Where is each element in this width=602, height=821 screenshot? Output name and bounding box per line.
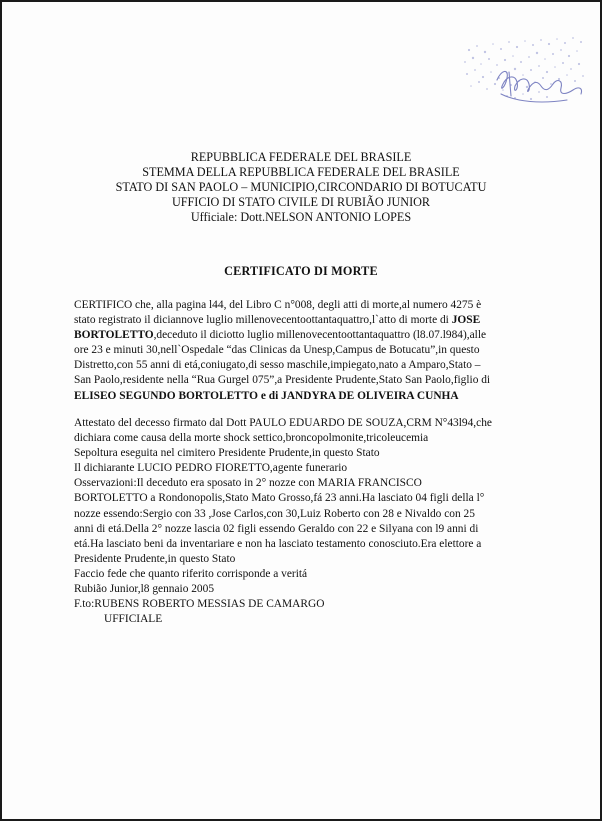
- signatory-role: UFFICIALE: [104, 613, 163, 626]
- declarant: Il dichiarante LUCIO PEDRO FIORETTO,agente funerario: [74, 462, 348, 475]
- observations-line-2: BORTOLETTO a Rondonopolis,Stato Mato Grosso,fá 23 anni.Ha lasciato 04 figli della l°: [74, 492, 485, 505]
- closing-block: [74, 582, 554, 627]
- observations-line-1: Osservazioni:Il deceduto era sposato in 2° nozze con MARIA FRANCISCO: [74, 477, 422, 490]
- cert-line-3: [74, 328, 554, 343]
- header-state-municipality: STATO DI SAN PAOLO – MUNICIPIO,CIRCONDARIO DI BOTUCATU: [115, 180, 487, 194]
- header-emblem: STEMMA DELLA REPUBBLICA FEDERALE DEL BRASILE: [142, 165, 460, 179]
- cert-line-5: Distretto,con 55 anni di etá,coniugato,di sesso maschile,impiegato,nato a Amparo,Stato –: [74, 359, 481, 372]
- cert-line-2-text: stato registrato il diciannove luglio millenovecentoottantaquattro,l`atto di morte di: [74, 314, 452, 327]
- header-civil-registry-office: UFFICIO DI STATO CIVILE DI RUBIÃO JUNIOR: [171, 195, 431, 209]
- cert-line-6: San Paolo,residente nella “Rua Gurgel 075”,a Presidente Prudente,Stato San Paolo,figlio di: [74, 374, 491, 387]
- certification-paragraph: [74, 298, 554, 404]
- observations-line-6: Presidente Prudente,in questo Stato: [74, 552, 236, 565]
- signature-scribble: [497, 71, 582, 102]
- observations-line-3: nozze essendo:Sergio con 33 ,Jose Carlos,con 30,Luiz Roberto con 28 e Nivaldo con 25: [74, 507, 475, 520]
- header-officer: Ufficiale: Dott.NELSON ANTONIO LOPES: [190, 210, 412, 224]
- stamp-speckles: [464, 37, 584, 100]
- deceased-first-name: JOSE: [451, 314, 481, 327]
- observations-line-5: etá.Ha lasciato beni da inventariare e non ha lasciato testamento conosciuto.Era elettore a: [74, 537, 482, 550]
- observations-line-4: anni di etá.Della 2° nozze lascia 02 figli essendo Geraldo con 22 e Silyana con l9 anni di: [74, 522, 479, 535]
- cert-line-3-text: ,deceduto il diciotto luglio millenovecentoottantaquattro (l8.07.l984),alle: [153, 329, 487, 342]
- official-stamp-and-signature: [457, 32, 592, 132]
- cause-of-death: dichiara come causa della morte shock settico,broncopolmonite,tricoleucemia: [74, 432, 429, 445]
- deceased-surname: BORTOLETTO: [74, 329, 154, 342]
- issuer-header: [2, 150, 600, 225]
- burial-place: Sepoltura eseguita nel cimitero Presidente Prudente,in questo Stato: [74, 447, 380, 460]
- cert-line-2: [74, 313, 554, 328]
- death-attestation: Attestato del decesso firmato dal Dott PAULO EDUARDO DE SOUZA,CRM N°43l94,che: [74, 417, 492, 429]
- cert-line-4: ore 23 e minuti 30,nell`Ospedale “das Clinicas da Unesp,Campus de Botucatu”,in questo: [74, 344, 480, 357]
- place-and-date: Rubião Junior,l8 gennaio 2005: [74, 583, 215, 595]
- cert-line-1: CERTIFICO che, alla pagina l44, del Libro C n°008, degli atti di morte,al numero 4275 è: [74, 299, 482, 311]
- details-paragraph: [74, 416, 554, 582]
- signed-by: F.to:RUBENS ROBERTO MESSIAS DE CAMARGO: [74, 598, 325, 611]
- parents-names: ELISEO SEGUNDO BORTOLETTO e di JANDYRA DE OLIVEIRA CUNHA: [74, 389, 459, 402]
- attestation-statement: Faccio fede che quanto riferito corrisponde a veritá: [74, 567, 308, 580]
- document-title: CERTIFICATO DI MORTE: [224, 264, 378, 278]
- header-republic: REPUBBLICA FEDERALE DEL BRASILE: [190, 150, 412, 164]
